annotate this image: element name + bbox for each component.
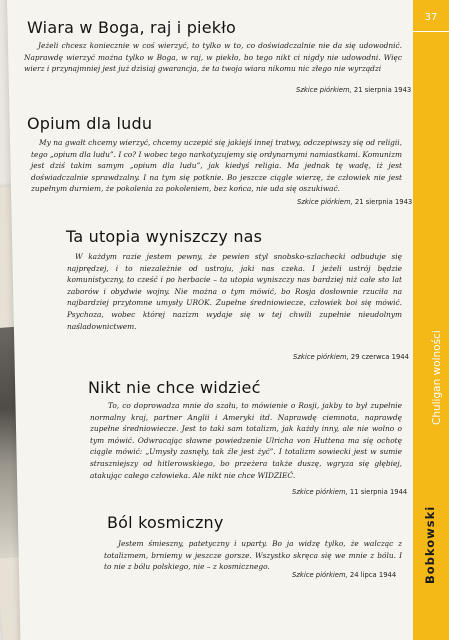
source-note — [293, 353, 409, 361]
section-body: My na gwałt chcemy wierzyć, chcemy uczepić się jakiejś innej tratwy, odczepiwszy się od religii, tego „opium dla ludu”. I co? I wobec tego narkotyzujemy się ordynarnymi namiastkami. Komunizm jest dziś takim samym „opium dla ludu”, jak kiedyś religia. Ma jednak tę wadę, iż jest doświadczalnie sprawdzalny. I na tym się potknie. Bo jeszcze ciągle wierzę, że człowiek nie jest zupełnym durniem, że pokolenia za pokoleniem, bez końca, nie uda się oszukiwać. — [31, 138, 402, 194]
source-label: Szkice piórkiem, — [292, 488, 348, 496]
source-date: 29 czerwca 1944 — [350, 353, 409, 361]
section-heading: Opium dla ludu — [27, 114, 153, 133]
source-label: Szkice piórkiem, — [297, 198, 353, 206]
source-label: Szkice piórkiem, — [292, 571, 348, 579]
source-note — [296, 86, 411, 94]
section-heading: Wiara w Boga, raj i piekło — [27, 18, 236, 37]
source-label: Szkice piórkiem, — [296, 86, 352, 94]
source-date: 21 sierpnia 1943 — [354, 198, 413, 206]
source-date: 21 sierpnia 1943 — [353, 86, 412, 94]
source-note — [292, 488, 407, 496]
section-heading: Ta utopia wyniszczy nas — [66, 227, 263, 246]
source-note — [297, 198, 412, 206]
section-body: W każdym razie jestem pewny, że pewien styl snobsko-szlachecki odbuduje się najprędzej, i to niezależnie od ustroju, jaki nas czeka. I jeżeli ustrój będzie komunistyczny, to cześć i po herbacie – ta utopia wyniszczy nas bardziej niż całe sto lat zaborów i obydwie wojny. Nie można o tym mówić, bo Rosja dosłownie rzuciła na najbardziej przytomne umysły UROK. Zupełne średniowiecze, człowiek boi się mówić. Psychoza, wobec której nazizm wydaje się w tej chwili zupełnie nieudolnym naśladownictwem. — [67, 252, 402, 331]
source-date: 24 lipca 1944 — [349, 571, 397, 579]
section-heading: Ból kosmiczny — [107, 513, 224, 532]
section-title-vertical: Chuligan wolności — [431, 330, 443, 425]
section-body: Jeżeli chcesz koniecznie w coś wierzyć, to tylko w to, co doświadczalnie nie da się udowodnić. Naprawdę wierzyć można tylko w Boga, w raj, w piekło, bo tego nikt ci nigdy nie udowodni. Więc wierz i przynajmniej jest już dzisiaj gwarancja, że ta twoja wiara nikomu nic złego nie wyrządzi — [24, 41, 402, 74]
source-date: 11 sierpnia 1944 — [349, 488, 408, 496]
section-heading: Nikt nie chce widzieć — [88, 378, 261, 397]
section-body: Jestem śmieszny, patetyczny i uparty. Bo ja widzę tylko, że walcząc z totalizmem, brniemy w jeszcze gorsze. Wszystko skręca się we mnie z bólu. I to nie z bólu polskiego, nie – z kosmicznego. — [104, 539, 402, 572]
source-label: Szkice piórkiem, — [293, 353, 349, 361]
author-name-vertical: Bobkowski — [423, 505, 437, 584]
sidebar-divider — [413, 31, 449, 32]
section-body: To, co doprowadza mnie do szału, to mówienie o Rosji, jakby to był zupełnie normalny kraj, partner Anglii i Ameryki itd. Naprawdę ciemnota, naprawdę zupełne średniowiecze. Jest to taki sam totalizm, jak każdy inny, ale nie wolno o tym mówić. Odwracając sławne powiedzenie Ulricha von Huttena ma się ochotę ciągle mówić: „Umysły zasnęły, tak źle jest żyć”. I totalizm sowiecki jest w sumie straszniejszy od hitlerowskiego, bo przeżera także duszę, wgryza się głębiej, atakując całego człowieka. Ale nikt nie chce WIDZIEĆ. — [90, 401, 402, 480]
source-note — [292, 571, 396, 579]
page-number: 37 — [424, 12, 438, 23]
